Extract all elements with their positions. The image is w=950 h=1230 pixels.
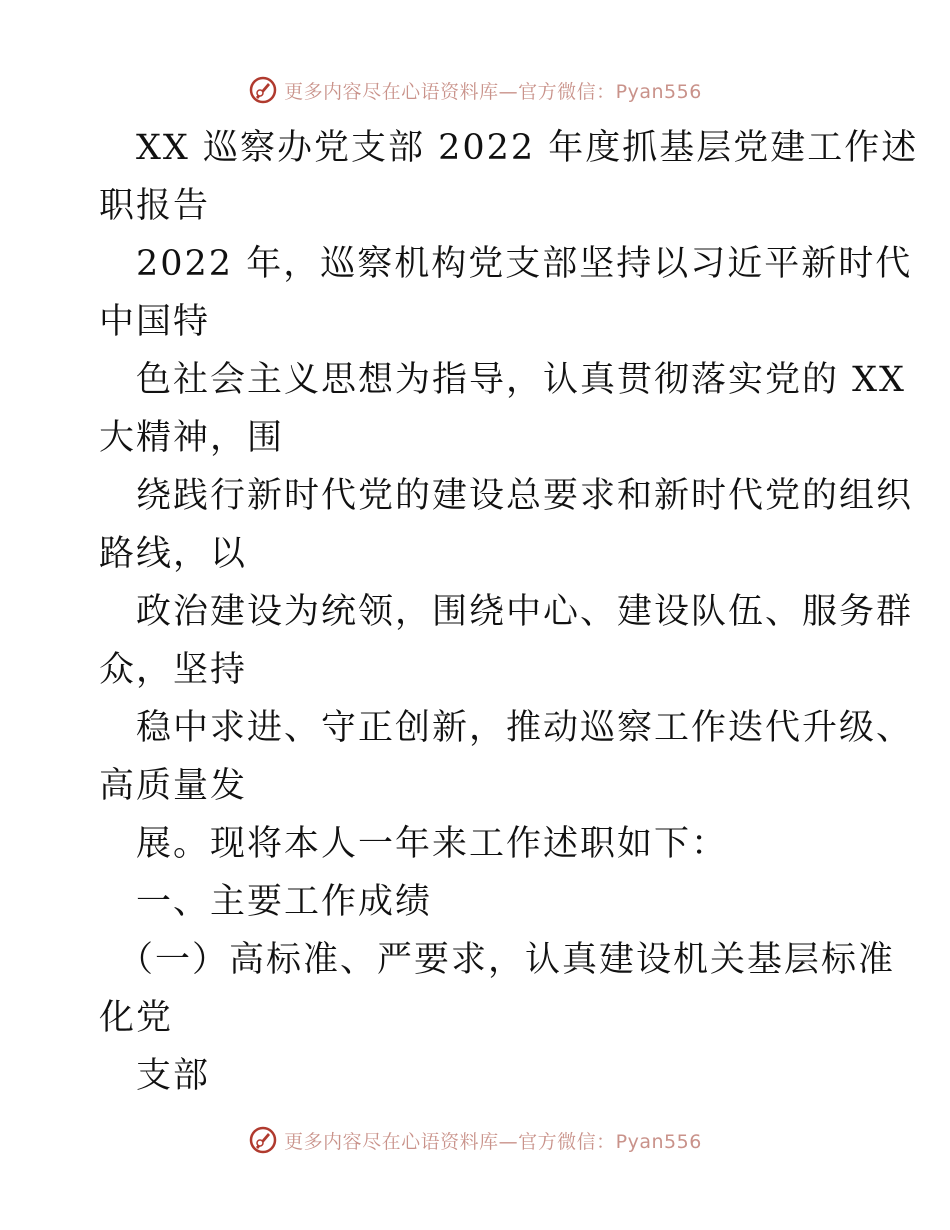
- paragraph-line: 支部: [136, 1056, 211, 1096]
- paragraph-line: 高质量发: [99, 766, 248, 806]
- paragraph-line: 政治建设为统领，围绕中心、建设队伍、服务群: [136, 592, 914, 632]
- paragraph-line: 稳中求进、守正创新，推动巡察工作迭代升级、: [136, 708, 914, 748]
- title-line-2: 职报告: [99, 186, 211, 226]
- watermark-header: [0, 70, 950, 110]
- watermark-footer: [0, 1120, 950, 1160]
- watermark-text: 更多内容尽在心语资料库—官方微信：Pyan556: [284, 80, 702, 103]
- paragraph-line: 中国特: [99, 302, 211, 342]
- paragraph-line: 路线，以: [99, 534, 248, 574]
- quill-logo-icon: [248, 1125, 278, 1155]
- paragraph-line: 众，坚持: [99, 650, 248, 690]
- paragraph-line: 2022 年，巡察机构党支部坚持以习近平新时代: [136, 244, 913, 284]
- paragraph-line: 绕践行新时代党的建设总要求和新时代党的组织: [136, 476, 914, 516]
- watermark-text: 更多内容尽在心语资料库—官方微信：Pyan556: [284, 1130, 702, 1153]
- paragraph-line: 色社会主义思想为指导，认真贯彻落实党的 XX: [136, 360, 906, 400]
- title-line-1: XX 巡察办党支部 2022 年度抓基层党建工作述: [136, 128, 919, 168]
- paragraph-line: 展。现将本人一年来工作述职如下：: [136, 824, 729, 864]
- paragraph-line: 化党: [99, 998, 174, 1038]
- paragraph-line: 大精神，围: [99, 418, 285, 458]
- subsection-heading: （一）高标准、严要求，认真建设机关基层标准: [118, 940, 896, 980]
- quill-logo-icon: [248, 75, 278, 105]
- section-heading: 一、主要工作成绩: [136, 882, 433, 922]
